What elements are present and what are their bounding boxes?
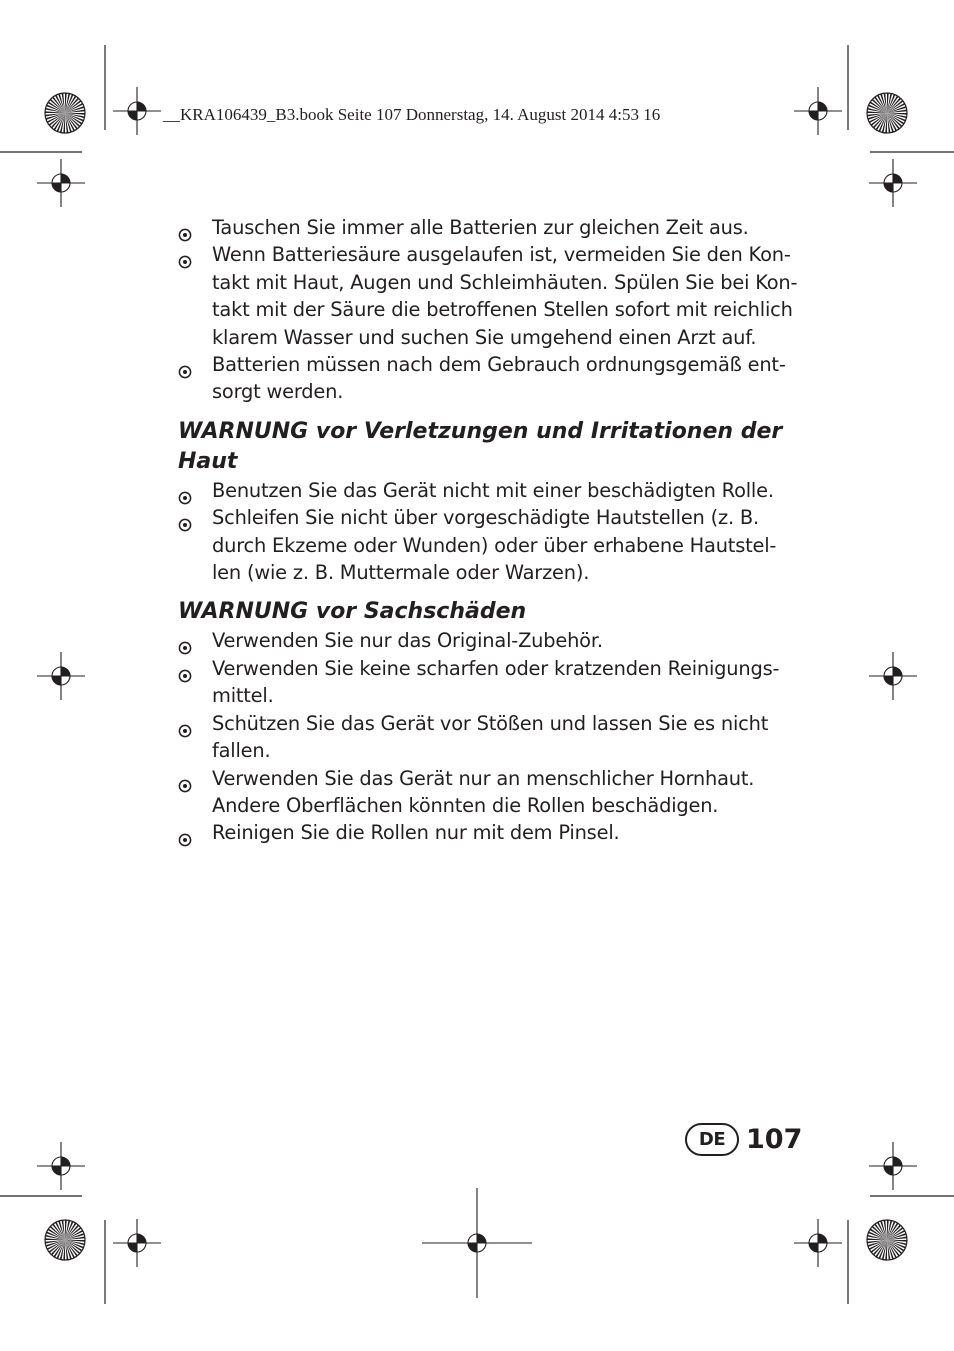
item-text: Benutzen Sie das Gerät nicht mit einer beschädigten Rolle. — [212, 478, 774, 502]
bullet-icon — [178, 512, 192, 526]
bullet-icon — [178, 222, 192, 236]
bullet-icon — [178, 827, 192, 841]
registration-quadrant — [893, 174, 902, 183]
battery-list — [178, 214, 808, 406]
starburst-mark — [867, 1220, 907, 1260]
registration-quadrant — [818, 1234, 827, 1243]
list-item — [178, 819, 808, 846]
registration-quadrant — [61, 667, 70, 676]
registration-quadrant — [137, 102, 146, 111]
list-item — [178, 655, 808, 710]
registration-quadrant — [52, 183, 61, 192]
list-item — [178, 241, 808, 351]
starburst-ray — [65, 93, 67, 113]
item-text: Schleifen Sie nicht über vorgeschädigte Hautstellen (z. B. durch Ekzeme oder Wunden) oder über erhabene Hautstel- len (wie z. B. Muttermale oder Warzen). — [212, 506, 777, 585]
bullet-icon — [178, 773, 192, 787]
registration-quadrant — [884, 676, 893, 685]
bullet-icon — [178, 635, 192, 649]
item-text: Schützen Sie das Gerät vor Stößen und lassen Sie es nicht fallen. — [212, 711, 769, 763]
list-item — [178, 710, 808, 765]
starburst-ray — [65, 1240, 85, 1242]
starburst-ray — [885, 113, 887, 133]
warning-skin-heading: WARNUNG vor Verletzungen und Irritationen der Haut — [178, 418, 783, 474]
starburst-ray — [65, 1220, 67, 1240]
warning-property-list — [178, 627, 808, 846]
starburst-ray — [887, 93, 889, 113]
page-number-block — [685, 1123, 802, 1156]
warning-skin-list — [178, 477, 808, 587]
starburst-ray — [63, 1240, 65, 1260]
item-text: Batterien müssen nach dem Gebrauch ordnungsgemäß ent- sorgt werden. — [212, 353, 786, 404]
registration-quadrant — [809, 111, 818, 120]
starburst-mark — [867, 93, 907, 133]
main-content — [178, 214, 808, 847]
item-text: Verwenden Sie keine scharfen oder kratzenden Reinigungs- mittel. — [212, 656, 780, 708]
bullet-icon — [178, 249, 192, 263]
starburst-ray — [887, 1220, 889, 1240]
registration-quadrant — [893, 1157, 902, 1166]
language-badge: DE — [685, 1123, 739, 1156]
registration-quadrant — [52, 1166, 61, 1175]
list-item — [178, 214, 808, 241]
warning-property-heading: WARNUNG vor Sachschäden — [178, 599, 527, 625]
item-text: Verwenden Sie nur das Original-Zubehör. — [212, 629, 603, 653]
registration-quadrant — [477, 1234, 486, 1243]
bullet-icon — [178, 359, 192, 373]
registration-quadrant — [468, 1243, 477, 1252]
starburst-mark — [45, 1220, 85, 1260]
registration-quadrant — [893, 667, 902, 676]
starburst-ray — [887, 113, 907, 115]
registration-quadrant — [128, 111, 137, 120]
registration-quadrant — [809, 1243, 818, 1252]
starburst-ray — [887, 1240, 907, 1242]
item-text: Wenn Batteriesäure ausgelaufen ist, vermeiden Sie den Kon- takt mit Haut, Augen und Schleimhäuten. Spülen Sie bei Kon- takt mit der Säure die betroffenen Stellen sofort mit reichlich klarem Wasser und suchen Sie umgehend einen Arzt auf. — [212, 243, 798, 349]
registration-quadrant — [884, 1166, 893, 1175]
starburst-ray — [45, 111, 65, 113]
starburst-ray — [63, 113, 65, 133]
item-text: Tauschen Sie immer alle Batterien zur gleichen Zeit aus. — [212, 216, 749, 239]
bullet-icon — [178, 485, 192, 499]
page-number: 107 — [746, 1124, 803, 1155]
registration-quadrant — [61, 1157, 70, 1166]
registration-quadrant — [137, 1234, 146, 1243]
registration-quadrant — [128, 1243, 137, 1252]
print-header: __KRA106439_B3.book Seite 107 Donnerstag, 14. August 2014 4:53 16 — [163, 105, 661, 124]
starburst-ray — [867, 1238, 887, 1240]
starburst-ray — [867, 111, 887, 113]
registration-quadrant — [61, 174, 70, 183]
starburst-ray — [45, 1238, 65, 1240]
starburst-ray — [885, 1240, 887, 1260]
registration-quadrant — [818, 102, 827, 111]
item-text: Reinigen Sie die Rollen nur mit dem Pinsel. — [212, 821, 620, 845]
registration-quadrant — [52, 676, 61, 685]
list-item — [178, 627, 808, 654]
starburst-mark — [45, 93, 85, 133]
list-item — [178, 765, 808, 820]
starburst-ray — [65, 113, 85, 115]
bullet-icon — [178, 663, 192, 677]
bullet-icon — [178, 718, 192, 732]
registration-quadrant — [884, 183, 893, 192]
list-item — [178, 477, 808, 504]
list-item — [178, 504, 808, 586]
item-text: Verwenden Sie das Gerät nur an menschlicher Hornhaut. Andere Oberflächen könnten die Rollen beschädigen. — [212, 766, 755, 817]
list-item — [178, 351, 808, 406]
